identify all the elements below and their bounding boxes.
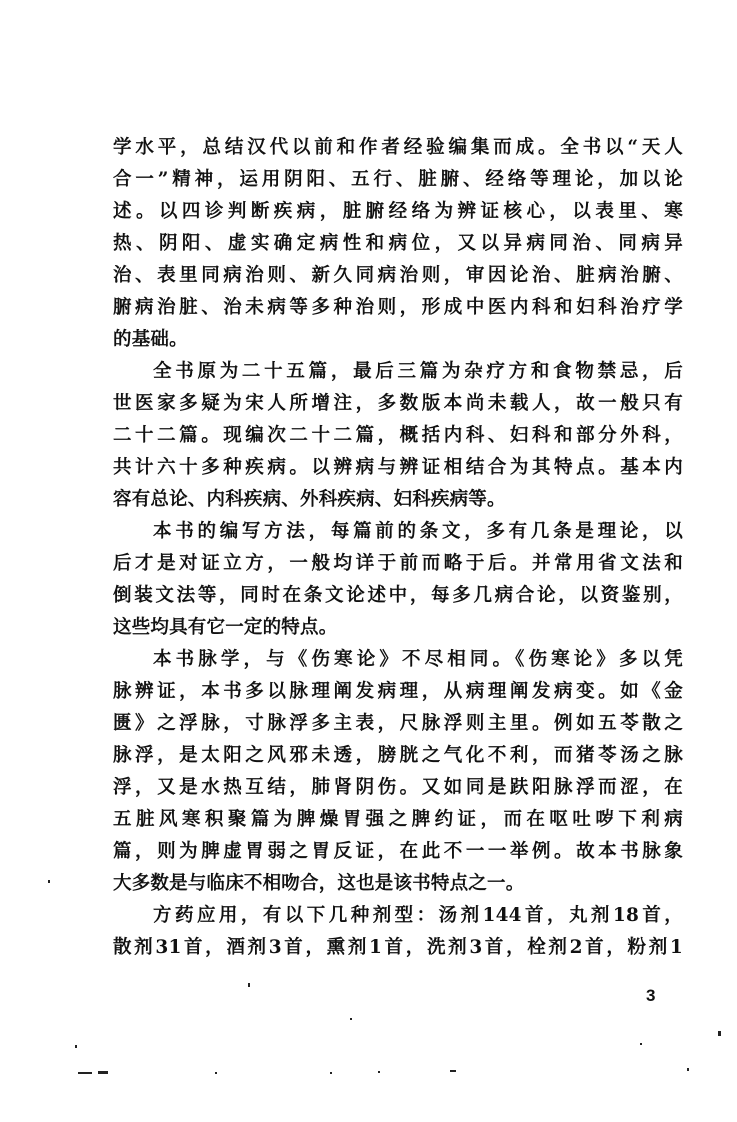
text-line: 容有总论、内科疾病、外科疾病、妇科疾病等。 [113, 489, 506, 510]
scan-artifact [248, 983, 250, 987]
text-line: 述。以四诊判断疾病，脏腑经络为辨证核心，以表里、寒 [113, 201, 683, 222]
text-line: 热、阴阳、虚实确定病性和病位，又以异病同治、同病异 [113, 233, 683, 254]
text-line: 合一”精神，运用阴阳、五行、脏腑、经络等理论，加以论 [113, 169, 683, 190]
scan-artifact [78, 1072, 92, 1074]
scan-artifact [640, 1043, 642, 1045]
scan-artifact [215, 1072, 217, 1074]
text-line: 五脏风寒积聚篇为脾燥胃强之脾约证，而在呕吐哕下利病 [113, 809, 683, 830]
text-line: 的基础。 [113, 329, 188, 350]
text-line: 匮》之浮脉，寸脉浮多主表，尺脉浮则主里。例如五苓散之 [113, 713, 683, 734]
text-line: 本书脉学，与《伤寒论》不尽相同。《伤寒论》多以凭 [153, 649, 683, 670]
paragraph-4 [113, 644, 683, 900]
text-line: 浮，又是水热互结，肺肾阴伤。又如同是趺阳脉浮而涩，在 [113, 777, 683, 798]
scan-artifact [330, 1072, 332, 1074]
paragraph-1 [113, 132, 683, 356]
text-line: 本书的编写方法，每篇前的条文，多有几条是理论，以 [153, 521, 683, 542]
text-line: 共计六十多种疾病。以辨病与辨证相结合为其特点。基本内 [113, 457, 683, 478]
paragraph-3 [113, 516, 683, 644]
text-line: 治、表里同病治则、新久同病治则，审因论治、脏病治腑、 [113, 265, 683, 286]
text-line: 篇，则为脾虚胃弱之胃反证，在此不一一举例。故本书脉象 [113, 841, 683, 862]
text-line: 大多数是与临床不相吻合，这也是该书特点之一。 [113, 873, 525, 894]
text-line: 二十二篇。现编次二十二篇，概括内科、妇科和部分外科， [113, 425, 683, 446]
paragraph-2 [113, 356, 683, 516]
body-text [113, 132, 683, 964]
text-line: 倒装文法等，同时在条文论述中，每多几病合论，以资鉴别， [113, 585, 683, 606]
paragraph-5 [113, 900, 683, 964]
text-line: 这些均具有它一定的特点。 [113, 617, 338, 638]
scan-artifact [48, 880, 50, 883]
text-line: 后才是对证立方，一般均详于前而略于后。并常用省文法和 [113, 553, 683, 574]
text-line: 世医家多疑为宋人所增注，多数版本尚未载人，故一般只有 [113, 393, 683, 414]
text-line: 脉辨证，本书多以脉理阐发病理，从病理阐发病变。如《金 [113, 681, 683, 702]
scan-artifact [378, 1071, 380, 1073]
text-line: 腑病治脏、治未病等多种治则，形成中医内科和妇科治疗学 [113, 297, 683, 318]
text-line: 方药应用，有以下几种剂型：汤剂144首，丸剂18首， [153, 905, 683, 926]
text-line: 散剂31首，酒剂3首，熏剂1首，洗剂3首，栓剂2首，粉剂1 [113, 937, 683, 958]
scan-artifact [718, 1031, 721, 1036]
text-line: 脉浮，是太阳之风邪未透，膀胱之气化不利，而猪苓汤之脉 [113, 745, 683, 766]
text-line: 全书原为二十五篇，最后三篇为杂疗方和食物禁忌，后 [153, 361, 683, 382]
scan-artifact [687, 1068, 689, 1071]
page-number: 3 [646, 986, 656, 1005]
scan-artifact [75, 1045, 77, 1048]
scan-artifact [98, 1071, 108, 1074]
scan-artifact [350, 1018, 352, 1020]
text-line: 学水平，总结汉代以前和作者经验编集而成。全书以“天人 [113, 137, 683, 158]
scan-artifact [450, 1070, 456, 1072]
